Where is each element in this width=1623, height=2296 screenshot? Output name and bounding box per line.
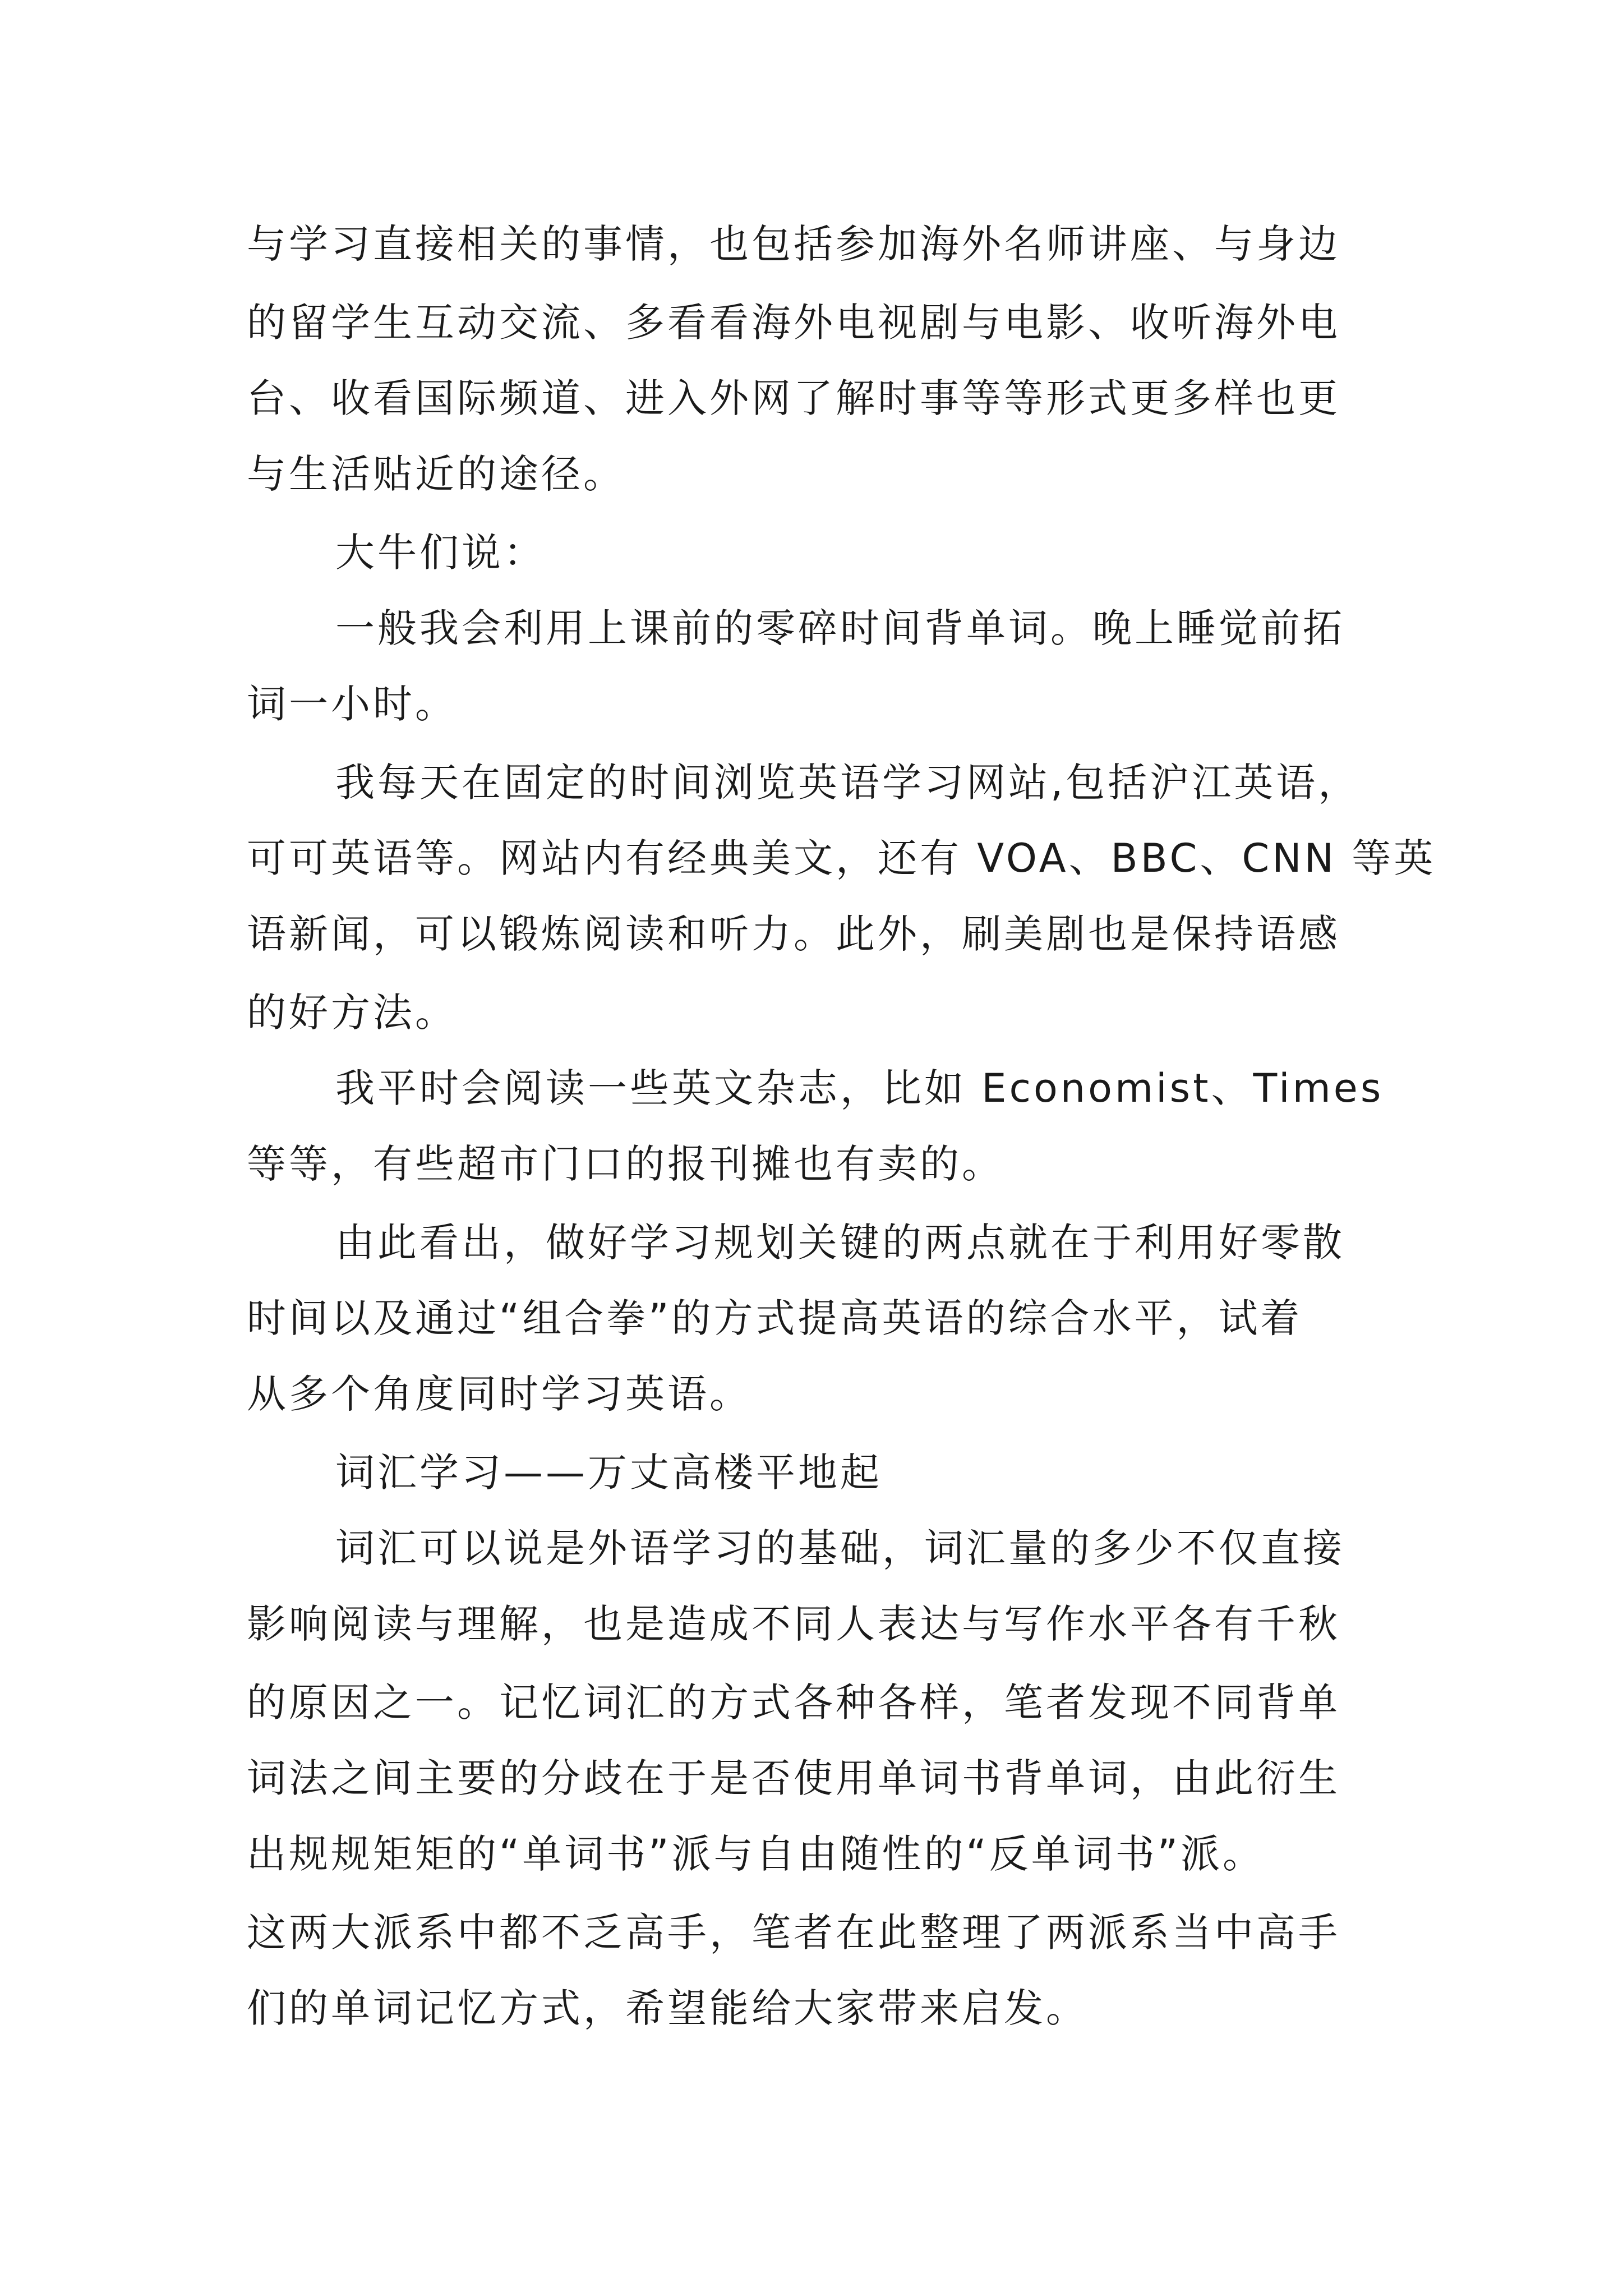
text-line: 等等，有些超市门口的报刊摊也有卖的。: [247, 1141, 1004, 1187]
text-line: 的留学生互动交流、多看看海外电视剧与电影、收听海外电: [247, 300, 1340, 346]
text-line: 们的单词记忆方式，希望能给大家带来启发。: [247, 1985, 1088, 2031]
text-line: 从多个角度同时学习英语。: [247, 1371, 751, 1417]
text-line: 由此看出，做好学习规划关键的两点就在于利用好零散: [335, 1220, 1345, 1266]
text-line: 语新闻，可以锻炼阅读和听力。此外，刷美剧也是保持语感: [247, 911, 1340, 957]
text-line: 词法之间主要的分歧在于是否使用单词书背单词，由此衍生: [247, 1755, 1340, 1801]
text-line: 词汇可以说是外语学习的基础，词汇量的多少不仅直接: [335, 1525, 1345, 1571]
text-line: 的好方法。: [247, 990, 457, 1036]
text-line: 我平时会阅读一些英文杂志，比如 Economist、Times: [335, 1065, 1384, 1111]
text-line: 词一小时。: [247, 681, 457, 727]
text-line: 与学习直接相关的事情，也包括参加海外名师讲座、与身边: [247, 221, 1340, 267]
text-line: 我每天在固定的时间浏览英语学习网站,包括沪江英语，: [335, 760, 1361, 806]
text-line: 可可英语等。网站内有经典美文，还有 VOA、BBC、CNN 等英: [247, 835, 1436, 881]
text-line: 与生活贴近的途径。: [247, 451, 625, 497]
text-line: 大牛们说：: [335, 530, 546, 576]
text-line: 影响阅读与理解，也是造成不同人表达与写作水平各有千秋: [247, 1601, 1340, 1647]
text-line: 这两大派系中都不乏高手，笔者在此整理了两派系当中高手: [247, 1910, 1340, 1955]
text-line: 时间以及通过“组合拳”的方式提高英语的综合水平，试着: [247, 1295, 1303, 1341]
text-line: 一般我会利用上课前的零碎时间背单词。晚上睡觉前拓: [335, 605, 1345, 651]
text-line: 台、收看国际频道、进入外网了解时事等等形式更多样也更: [247, 375, 1340, 421]
text-line: 的原因之一。记忆词汇的方式各种各样，笔者发现不同背单: [247, 1680, 1340, 1726]
text-line: 出规规矩矩的“单词书”派与自由随性的“反单词书”派。: [247, 1831, 1265, 1877]
text-line: 词汇学习——万丈高楼平地起: [335, 1450, 882, 1496]
